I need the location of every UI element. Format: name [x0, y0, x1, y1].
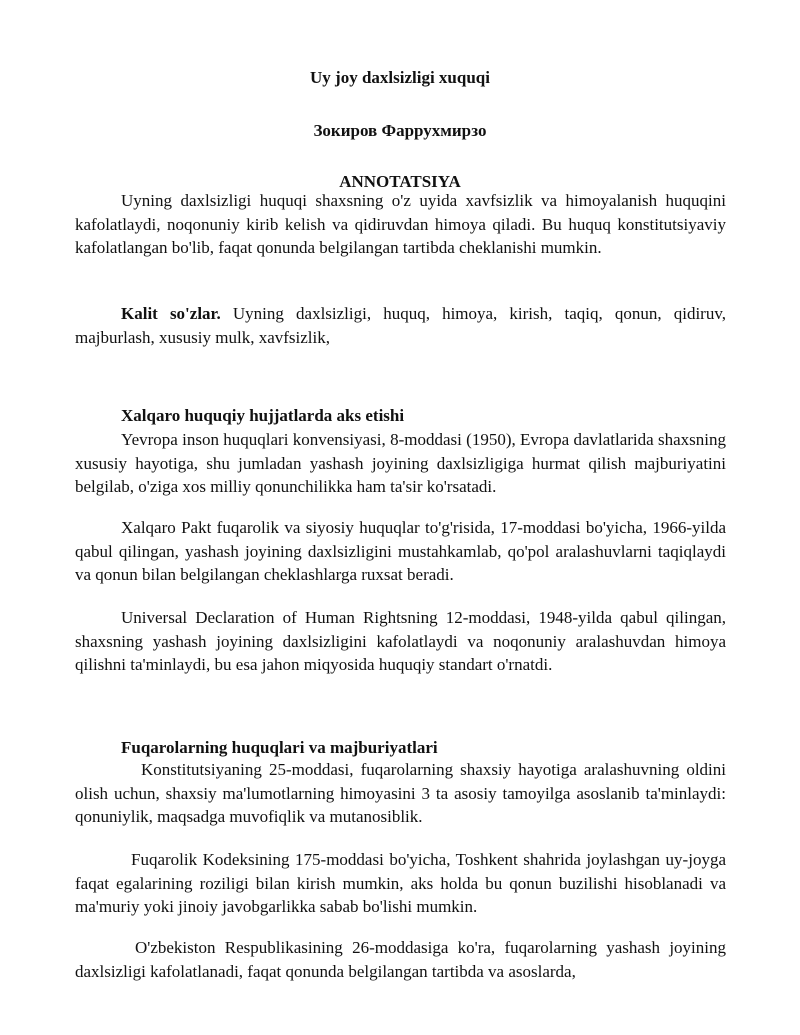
author-name: Зокиров Фаррухмирзо: [313, 121, 487, 140]
section-paragraph: Yevropa inson huquqlari konvensiyasi, 8-moddasi (1950), Evropa davlatlarida shaxsning xususiy hayotiga, shu jumladan yashash joyining daxlsizligiga hurmat qilish majburiyatini belgilab, o'ziga xos milliy qonunchilikka ham ta'sir ko'rsatadi.: [75, 430, 726, 497]
annotation-heading: ANNOTATSIYA: [339, 172, 461, 191]
section-heading-international: Xalqaro huquqiy hujjatlarda aks etishi: [121, 406, 405, 425]
section-heading-citizens: Fuqarolarning huquqlari va majburiyatlari: [121, 738, 438, 757]
annotation-text: Uyning daxlsizligi huquqi shaxsning o'z uyida xavfsizlik va himoyalanish huquqini kafolatlaydi, noqonuniy kirib kelish va qidiruvdan himoya qiladi. Bu huquq konstitutsiyaviy kafolatlangan bo'lib, faqat qonunda belgilangan tartibda cheklanishi mumkin.: [75, 191, 726, 258]
annotation-paragraph: [75, 189, 726, 260]
keywords-label: Kalit so'zlar.: [121, 304, 221, 323]
section-paragraph: Konstitutsiyaning 25-moddasi, fuqarolarning shaxsiy hayotiga aralashuvning oldini olish uchun, shaxsiy ma'lumotlarning himoyasini 3 ta asosiy tamoyilga asoslanib ta'minlaydi: qonuniylik, maqsadga muvofiqlik va mutanosiblik.: [75, 760, 726, 827]
keywords-text: Uyning daxlsizligi, huquq, himoya, kirish, taqiq, qonun, qidiruv, majburlash, xususiy mulk, xavfsizlik,: [75, 304, 726, 347]
section-paragraph: Xalqaro Pakt fuqarolik va siyosiy huquqlar to'g'risida, 17-moddasi bo'yicha, 1966-yilda qabul qilingan, yashash joyining daxlsizligini mustahkamlab, qo'pol aralashuvlarni taqiqlaydi va qonun bilan belgilangan cheklashlarga ruxsat beradi.: [75, 518, 726, 585]
section-paragraph: Universal Declaration of Human Rightsning 12-moddasi, 1948-yilda qabul qilingan, shaxsning yashash joyining daxlsizligini kafolatlaydi va noqonuniy aralashuvdan himoya qilishni ta'minlaydi, bu esa jahon miqyosida huquqiy standart o'rnatdi.: [75, 608, 726, 675]
section-paragraph: O'zbekiston Respublikasining 26-moddasiga ko'ra, fuqarolarning yashash joyining daxlsizligi kafolatlanadi, faqat qonunda belgilangan tartibda va asoslarda,: [75, 938, 726, 981]
section-paragraph: Fuqarolik Kodeksining 175-moddasi bo'yicha, Toshkent shahrida joylashgan uy-joyga faqat egalarining roziligi bilan kirish mumkin, aks holda bu qonun buzilishi hisoblanadi va ma'muriy yoki jinoiy javobgarlikka sabab bo'lishi mumkin.: [75, 850, 726, 917]
document-title: Uy joy daxlsizligi xuquqi: [310, 68, 490, 87]
keywords-paragraph: [75, 302, 726, 349]
